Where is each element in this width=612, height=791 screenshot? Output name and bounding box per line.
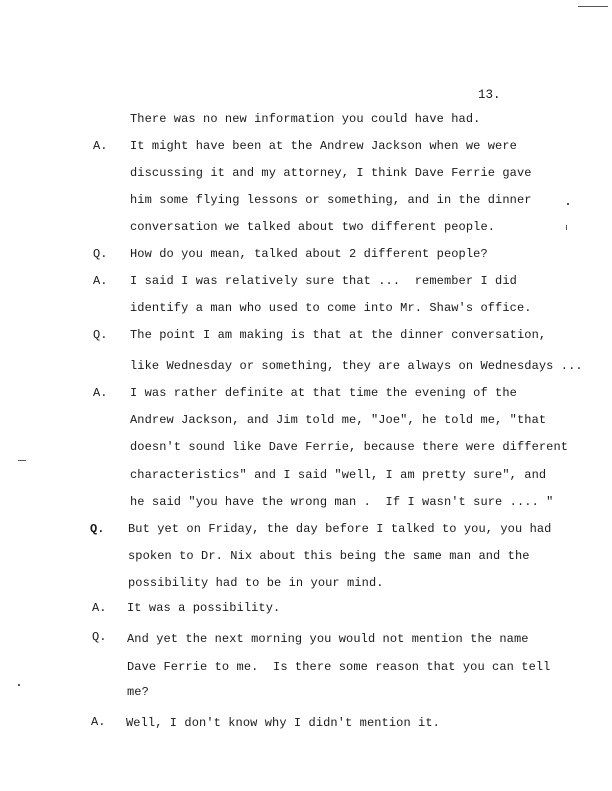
page-number: 13. [478,88,501,102]
transcript-line: identify a man who used to come into Mr. Shaw's office. [130,301,532,315]
transcript-line: Dave Ferrie to me. Is there some reason that you can tell [127,660,551,674]
speaker-label: Q. [90,522,105,536]
scan-mark [18,684,20,686]
transcript-line: possibility had to be in your mind. [128,576,384,590]
transcript-line: discussing it and my attorney, I think Dave Ferrie gave [130,166,532,180]
speaker-label: Q. [93,247,108,261]
transcript-line: him some flying lessons or something, and in the dinner [130,193,532,207]
transcript-line: doesn't sound like Dave Ferrie, because there were different [130,440,569,454]
transcript-line: How do you mean, talked about 2 different people? [130,247,488,261]
scan-mark [567,203,569,205]
transcript-line: conversation we talked about two different people. [130,220,496,234]
transcript-line: Well, I don't know why I didn't mention it. [126,716,440,730]
speaker-label: A. [93,386,108,400]
transcript-line: characteristics" and I said "well, I am pretty sure", and [130,468,547,482]
transcript-line: like Wednesday or something, they are always on Wednesdays ... [130,359,583,373]
transcript-line: I was rather definite at that time the evening of the [130,386,517,400]
transcript-line: It might have been at the Andrew Jackson when we were [130,139,517,153]
speaker-label: A. [91,715,106,729]
scan-mark [578,6,608,7]
speaker-label: Q. [92,630,107,644]
transcript-line: It was a possibility. [127,601,281,615]
scan-mark [566,225,567,230]
transcript-line: But yet on Friday, the day before I talked to you, you had [128,522,552,536]
transcript-line: And yet the next morning you would not mention the name [127,632,529,646]
speaker-label: A. [93,274,108,288]
transcript-line: he said "you have the wrong man . If I wasn't sure .... " [130,495,554,509]
transcript-line: I said I was relatively sure that ... remember I did [130,274,517,288]
speaker-label: A. [92,601,107,615]
speaker-label: Q. [93,328,108,342]
transcript-line: There was no new information you could have had. [130,112,481,126]
transcript-line: Andrew Jackson, and Jim told me, "Joe", he told me, "that [130,413,547,427]
speaker-label: A. [93,139,108,153]
scan-mark [18,460,26,461]
transcript-line: spoken to Dr. Nix about this being the same man and the [128,549,530,563]
transcript-line: me? [127,685,149,699]
transcript-line: The point I am making is that at the dinner conversation, [130,328,547,342]
